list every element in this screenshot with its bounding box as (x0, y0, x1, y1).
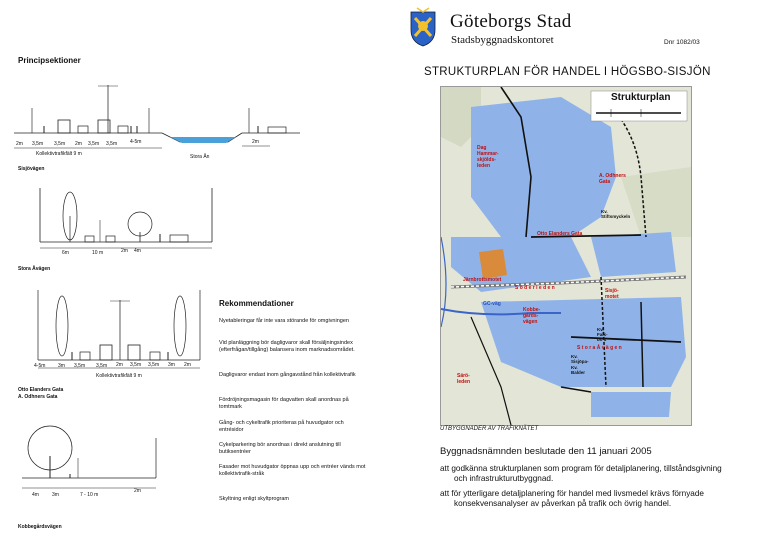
recommendation-item: Nyetableringar får inte vara störande för omgivningen (219, 318, 349, 324)
dim-label: 3,5m (148, 362, 160, 368)
dim-label: 2m (252, 139, 259, 145)
recommendations-title: Rekommendationer (219, 299, 294, 308)
document-number: Dnr 1082/03 (664, 39, 700, 46)
decision-item: att för ytterligare detaljplanering för handel med livsmedel krävs förnyade konsekvensanalyser av påverkan på trafik och övrig handel. (440, 489, 704, 508)
dim-label: 4-5m (34, 363, 46, 369)
bus-lane-note: Kollektivtrafikfält 9 m (36, 151, 82, 157)
recommendation-item: Gång- och cykeltrafik prioriteras på huvudgator och entrésidor (219, 420, 344, 433)
map-label-kv-stiftsmyckeln: Kv. Stiftsmyckeln (601, 209, 631, 219)
recommendation-item: Cykelparkering bör anordnas i direkt anslutning till butiksentréer (219, 442, 341, 455)
department-name: Stadsbyggnadskontoret (451, 34, 554, 46)
dim-label: 4m (134, 248, 141, 254)
map-label-soderleden: S ö d e r l e d e n (515, 285, 555, 291)
map-label-kobbegardsvagen: Kobbe- gårds- vägen (523, 307, 541, 325)
water-label: Stora Ån (190, 154, 210, 160)
section-caption: Kobbegårdsvägen (18, 524, 62, 530)
section-diagram-stora-avagen (10, 186, 230, 258)
dim-label: 10 m (92, 250, 104, 256)
recommendation-item: Skyltning enligt skyltprogram (219, 496, 290, 502)
section-caption: Stora Åvägen (18, 266, 51, 272)
recommendation-item: Dagligvaror endast inom gångavstånd från kollektivtrafik (219, 372, 356, 378)
map-label-stora-avagen: S t o r a Å v ä g e n (577, 345, 622, 351)
dim-label: 2m (116, 362, 123, 368)
map-label-gc-vag: GC-väg (483, 301, 501, 307)
dim-label: 4-5m (130, 139, 142, 145)
dim-label: 2m (134, 488, 141, 494)
section-caption: Otto Elanders Gata A. Odhners Gata (18, 387, 64, 400)
map-graphics (441, 87, 691, 425)
dim-label: 7 - 10 m (80, 492, 99, 498)
dim-label: 3,5m (96, 363, 108, 369)
dim-label: 2m (184, 362, 191, 368)
map-label-kv-sisjopa: Kv. Sisjöpa- (571, 354, 589, 364)
map-title: Strukturplan (611, 92, 671, 103)
dim-label: 3,5m (130, 362, 142, 368)
dim-label: 2m (121, 248, 128, 254)
main-title: STRUKTURPLAN FÖR HANDEL I HÖGSBO-SISJÖN (424, 66, 711, 78)
dim-label: 2m (75, 141, 82, 147)
map-label-sisjomotet: Sisjö- motet (605, 288, 619, 300)
dim-label: 6m (62, 250, 69, 256)
map-label-otto-elanders-gata: Otto Elanders Gata (537, 231, 583, 237)
map-label-kv-falkbo: Kv. Falk- bo 1 (597, 327, 608, 342)
section-diagram-sisjovagen (10, 80, 300, 172)
dim-label: 3,5m (32, 141, 44, 147)
dim-label: 3,5m (54, 141, 66, 147)
structure-map (440, 86, 692, 426)
decision-title: Byggnadsnämnden beslutade den 11 januari 2005 (440, 446, 652, 457)
map-label-saroleden: Särö- leden (457, 373, 471, 385)
recommendation-item: Fördröjningsmagasin för dagvatten skall anordnas på tomtmark (219, 397, 349, 410)
dim-label: 3m (52, 492, 59, 498)
dim-label: 4m (32, 492, 39, 498)
recommendation-item: Vid planläggning bör dagligvaror skall försäljningsindex (efterfrågan/tillgång) balansera inom marknadsområdet. (219, 340, 355, 353)
dim-label: 3,5m (88, 141, 100, 147)
decision-item: att godkänna strukturplanen som program för detaljplanering, tillståndsgivning och infrastrukturutbyggnad. (440, 464, 722, 483)
map-label-odhners-gata: A. Odhners Gata (599, 173, 626, 185)
map-label-dag-hammarskjoldsleden: Dag Hammar- skjölds- leden (477, 145, 499, 169)
recommendation-item: Fasader mot huvudgator öppnas upp och entréer vänds mot kollektivtrafik-stråk (219, 464, 366, 477)
dim-label: 3m (58, 363, 65, 369)
map-label-jarnbrottsmotet: Järnbrottsmotet (463, 277, 502, 283)
sections-title: Principsektioner (18, 56, 81, 65)
map-caption: UTBYGGNADER AV TRAFIKNÄTET (440, 426, 539, 432)
dim-label: 3m (168, 362, 175, 368)
section-caption: Sisjövägen (18, 166, 45, 172)
bus-lane-note: Kollektivtrafikfält 9 m (96, 373, 142, 379)
org-name: Göteborgs Stad (450, 11, 572, 32)
map-label-kv-balder: Kv. Balder (571, 365, 586, 375)
dim-label: 3,5m (74, 363, 86, 369)
dim-label: 3,5m (106, 141, 118, 147)
dim-label: 2m (16, 141, 23, 147)
city-crest-logo (403, 6, 443, 48)
